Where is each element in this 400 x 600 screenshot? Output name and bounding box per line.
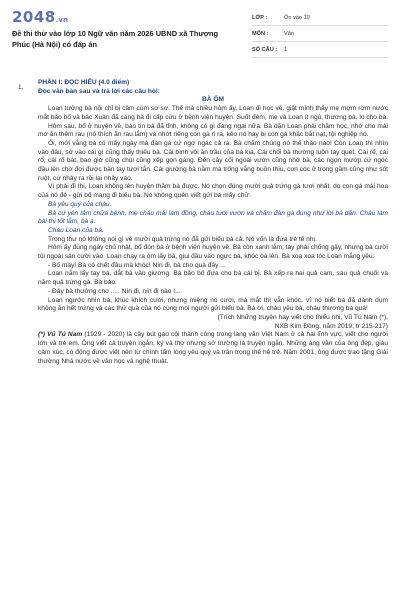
info-row-subject	[252, 26, 388, 42]
exam-info	[252, 10, 388, 58]
info-value: Văn	[284, 30, 294, 37]
author-name: (*) Vũ Tú Nam	[38, 331, 83, 339]
page-title: Đề thi thử vào lớp 10 Ngữ văn năm 2026 UBND xã Thượng Phúc (Hà Nội) có đáp án	[12, 29, 219, 49]
paragraph: - Đây bà thưởng cho ..... Nín đi, nín đi nào !...	[48, 287, 181, 295]
question-content	[38, 79, 388, 366]
source-line: NXB Kim Đồng, năm 2019, tr 215-217)	[274, 322, 388, 330]
info-value: Ôn vào 10	[284, 14, 310, 21]
paragraph: Loan tưởng bà nội chỉ bị cảm cúm sơ sơ. Thế mà chiều hôm ấy, Loan đi học về, giật mình thấy mẹ mợm rơm nước mắt bảo bố và bác Xuân đã cáng bà đi cấp cứu ở bệnh viện huyện. Suốt đêm, mẹ và Loan ít ngủ, thương bà, lo cho bà.	[38, 105, 388, 121]
info-label: SỐ CÂU :	[252, 46, 278, 53]
paragraph: Vì phải đi thi, Loan không lên huyện thăm bà được. Nó chọn đúng mười quả trứng gà tươi nhất, do con gà mái hoa của nó đẻ - gửi bố mang đi biếu bà. Nó không quên viết gửi bà mấy chữ:	[38, 183, 388, 200]
logo-main: 2048	[12, 8, 56, 26]
story-title: BÀ ỐM	[202, 96, 224, 104]
header	[0, 0, 400, 72]
info-row-count	[252, 42, 388, 58]
paragraph: Ôi, mới vắng bà có mấy ngày mà đàn gà cứ ngơ ngác cả ra. Bà chăm chúng nó thế thảo nào! Còn Loan thì nhìn vào đâu, sờ vào cái gì cũng thấy thiếu bà. Cái bình vôi ăn trầu của bà kia. Cái chổi bà thường luồn tay quét. Cái rế, cái rổ, cái rổ bát, bao giờ cũng chùi cũng xếp gọn gàng. Đến cây cối ngoài vườn cũng nhớ bà, các ngọn mướp cứ ngóc đầu lên chờ đợi được bàn tay tươi tắn. Cái giường bà nằm mà trống vắng buồn thiu, con cóc ở trong gầm cũng như sốt ruột, cứ nhảy ra rồi lại nhảy vào.	[38, 139, 388, 182]
paragraph: - Bố mày! Bà có chết đâu mà khóc! Nín đi, bà cho quà đây ...	[48, 261, 226, 269]
letter-line: Bà yêu quý của cháu.	[48, 200, 112, 208]
question-number: 1.	[18, 84, 24, 91]
author-note	[38, 331, 388, 366]
info-label: MÔN :	[252, 30, 269, 37]
site-logo[interactable]	[12, 8, 92, 26]
info-value: 1	[284, 46, 288, 53]
instruction: Đọc văn bản sau và trả lời các câu hỏi:	[38, 87, 160, 95]
info-row-class	[252, 10, 388, 26]
letter-line: Cháu Loan của bà.	[48, 226, 104, 234]
paragraph: Hôm ấy đúng ngày chủ nhật, bố đón bà ở bệnh viện huyện về. Bà còn xanh lắm, tay phải chống gậy, nhưng bà cười tủi ngoái sân cười vào. Loan chạy ra ôm lấy bà, giụi đầu vào ngực bà, khóc òa lên. Bà xoa xoa tóc Loan mắng yêu:	[38, 244, 388, 261]
info-label: LỚP :	[252, 14, 268, 21]
paragraph: Trong thư nó không nói gì về mười quả trứng nó đã gửi biếu bà cả. Nó vốn là đứa trẻ tế nhị.	[48, 235, 317, 243]
author-note-text: (1929 - 2020) là cây bút gạo cội thành công trong làng văn Việt Nam ở cả hai lĩnh vực, viết cho người lớn và trẻ em. Ông viết cả truyện ngắn, ký và thơ nhưng sở trường là truyện ngắn. Những áng văn của ông đẹp, giàu cảm xúc, có động được viết nên từ chính tấm lòng yêu quý và trân trọng thế hệ trẻ. Năm 2001, ông được trao tặng Giải thưởng Nhà nước về văn học và nghệ thuật.	[38, 331, 388, 365]
source-line: (Trích Những truyện hay viết cho thiếu nhi, Vũ Tú Nam (*),	[217, 313, 388, 321]
logo-sub: .vn	[55, 16, 68, 24]
paragraph: Loan ngước nhìn bà, khúc khích cười, nhưng miệng nó cười, mà mắt thì vẫn khóc. Vì nó biết bà đã dành dụm không ăn hết trứng và các thứ quà của nó cùng mọi người gửi biếu bà. Bà ơi, cháu yêu bà, cháu thương bà quá!	[38, 296, 388, 313]
letter-line: Bà cứ yên tâm chữa bệnh, mẹ cháu mải làm đồng, cháu tưới vườn và chăm đàn gà đúng như lời bà dặn. Cháu làm bài thi tốt lắm, bà ạ.	[38, 209, 388, 226]
paragraph: Loan nắm lấy tay bà, dắt bà vào giường. Bà bảo bố đưa cho bà cái bị. Bà xếp ra hai quả cam, sáu quả chuối và năm quả trứng gà. Bà bảo:	[38, 270, 388, 287]
paragraph: Hôm sau, bố ở huyện về, báo tin bà đã tỉnh, không có gì đáng ngại nữa. Bà dặn Loan phải chăm học, nhớ cho mái mơ ăn thêm rau (nó thích ăn rau lắm) và nhớt riêng con gà ri ra, kẻo nó hay bị con gà khác bắt nạt, tội nghiệp nó.	[38, 122, 388, 139]
section-heading: PHẦN I: ĐỌC HIỂU (4.0 điểm)	[38, 79, 130, 86]
